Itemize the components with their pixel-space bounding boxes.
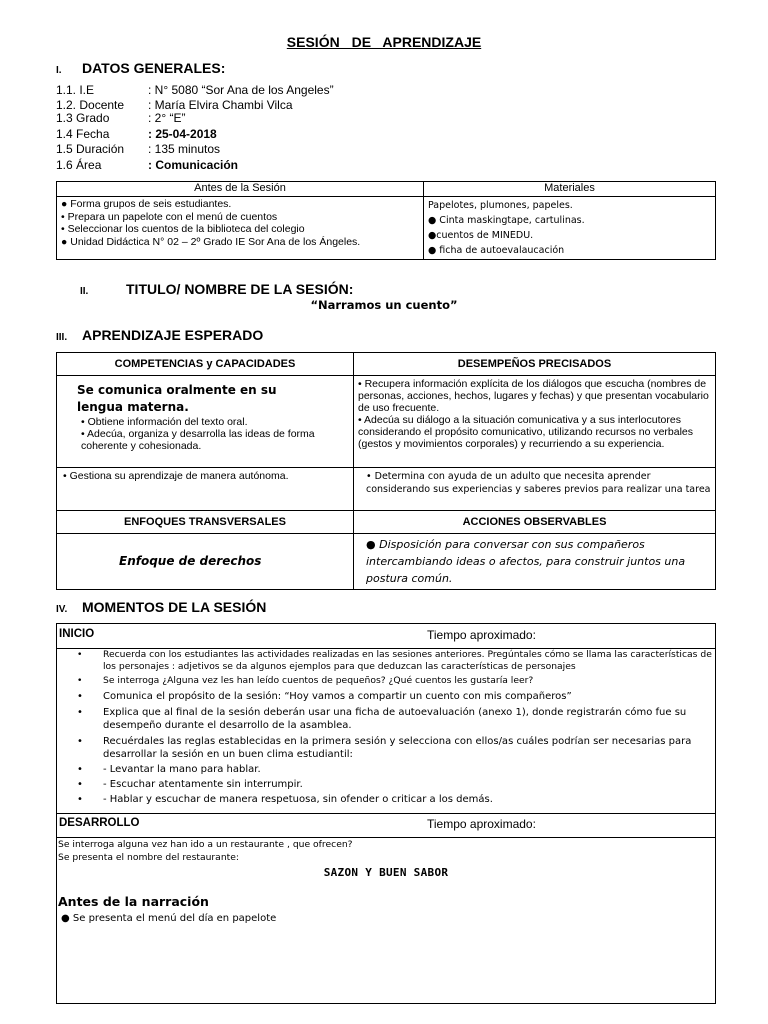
learning-table bbox=[56, 352, 716, 590]
subheading: Antes de la narración bbox=[58, 894, 209, 909]
list-item: • Comunica el propósito de la sesión: “Hoy vamos a compartir un cuento con mis compañeros” bbox=[77, 691, 572, 702]
table-header: Materiales bbox=[424, 182, 716, 197]
general-row: 1.6 Área : Comunicación bbox=[56, 158, 239, 172]
table-header: Antes de la Sesión bbox=[57, 182, 424, 197]
table-header: ACCIONES OBSERVABLES bbox=[354, 511, 716, 534]
desarrollo-body bbox=[56, 837, 716, 1004]
general-row: 1.4 Fecha : 25-04-2018 bbox=[56, 127, 217, 141]
list-item: • - Hablar y escuchar de manera respetuosa, sin ofender o criticar a los demás. bbox=[77, 794, 493, 805]
section-number: I. bbox=[56, 65, 62, 76]
competence-cell: Se comunica oralmente en su lengua materna. • Obtiene información del texto oral. • Adecúa, organiza y desarrolla las ideas de forma coherente y cohesionada. bbox=[57, 376, 354, 468]
list-item: • Recuerda con los estudiantes las actividades realizadas en las sesiones anteriores. Pregúntales cómo se llama las características de los personajes : adjetivos se da algunos ejemplos para que deduzcan las características de personajes bbox=[77, 649, 712, 672]
section-4-heading: IV. MOMENTOS DE LA SESIÓN bbox=[56, 599, 267, 615]
list-item: • - Levantar la mano para hablar. bbox=[77, 764, 261, 775]
general-row: 1.5 Duración : 135 minutos bbox=[56, 142, 221, 156]
general-data bbox=[56, 83, 334, 173]
inicio-body bbox=[56, 647, 716, 814]
desarrollo-header: DESARROLLO Tiempo aproximado: bbox=[56, 813, 716, 838]
general-row: 1.1. I.E : N° 5080 “Sor Ana de los Angeles” bbox=[56, 83, 334, 97]
desarrollo-question: Se interroga alguna vez han ido a un restaurante , que ofrecen? bbox=[58, 839, 353, 850]
performance2-cell: • Determina con ayuda de un adulto que necesita aprender considerando sus experiencias y saberes previos para realizar una tarea bbox=[354, 468, 716, 511]
inicio-header: INICIO Tiempo aproximado: bbox=[56, 623, 716, 649]
section-2-heading: II. TITULO/ NOMBRE DE LA SESIÓN: bbox=[80, 281, 354, 297]
materials-cell: Papelotes, plumones, papeles. ● Cinta maskingtape, cartulinas. ●cuentos de MINEDU. ● ficha de autoevalaucación bbox=[424, 197, 716, 260]
restaurant-name: SAZON Y BUEN SABOR bbox=[323, 866, 449, 879]
table-header: COMPETENCIAS y CAPACIDADES bbox=[57, 353, 354, 376]
general-row: 1.3 Grado : 2° “E” bbox=[56, 111, 186, 125]
section-title: DATOS GENERALES: bbox=[82, 60, 226, 76]
approach-cell: Enfoque de derechos bbox=[57, 534, 354, 590]
table-header: ENFOQUES TRANSVERSALES bbox=[57, 511, 354, 534]
before-session-table bbox=[56, 181, 716, 260]
section-3-heading: III. APRENDIZAJE ESPERADO bbox=[56, 327, 264, 343]
table-header: DESEMPEÑOS PRECISADOS bbox=[354, 353, 716, 376]
list-item: • - Escuchar atentamente sin interrumpir. bbox=[77, 779, 303, 790]
list-item: • Recuérdales las reglas establecidas en la primera sesión y selecciona con ellos/as cuáles podrían ser necesarias para desarrollar la sesión en un buen clima estudiantil: bbox=[77, 736, 692, 760]
performances-cell: • Recupera información explícita de los diálogos que escucha (nombres de personas, acciones, hechos, lugares y fechas) y que presentan vocabulario de uso frecuente. • Adecúa su diálogo a la situación comunicativa y a sus interlocutores considerando el propósito comunicativo, utilizando recursos no verbales (gestos y movimientos corporales) y recurriendo a su experiencia. bbox=[354, 376, 716, 468]
competence-text: Se comunica oralmente en su lengua materna. bbox=[77, 383, 277, 414]
before-items-cell: ● Forma grupos de seis estudiantes. • Prepara un papelote con el menú de cuentos • Seleccionar los cuentos de la biblioteca del colegio ● Unidad Didáctica N° 02 – 2º Grado IE Sor Ana de los Ángeles. bbox=[57, 197, 424, 260]
list-item: • Se interroga ¿Alguna vez les han leído cuentos de pequeños? ¿Qué cuentos les gustaría leer? bbox=[77, 675, 534, 686]
desarrollo-question: Se presenta el nombre del restaurante: bbox=[58, 852, 239, 863]
competence2-cell: • Gestiona su aprendizaje de manera autónoma. bbox=[57, 468, 354, 511]
session-name: “Narramos un cuento” bbox=[310, 298, 458, 312]
action-cell: ● Disposición para conversar con sus compañeros intercambiando ideas o afectos, para construir juntos una postura común. bbox=[354, 534, 716, 590]
desarrollo-item: ● Se presenta el menú del día en papelote bbox=[61, 913, 277, 924]
list-item: • Explica que al final de la sesión deberán usar una ficha de autoevaluación (anexo 1), donde registrarán cómo fue su desempeño durante el desarrollo de la asamblea. bbox=[77, 707, 687, 731]
inicio-list bbox=[57, 649, 715, 806]
general-row: 1.2. Docente : María Elvira Chambi Vilca bbox=[56, 98, 293, 112]
section-1-heading bbox=[56, 60, 225, 76]
page-title: SESIÓN DE APRENDIZAJE bbox=[286, 34, 482, 50]
